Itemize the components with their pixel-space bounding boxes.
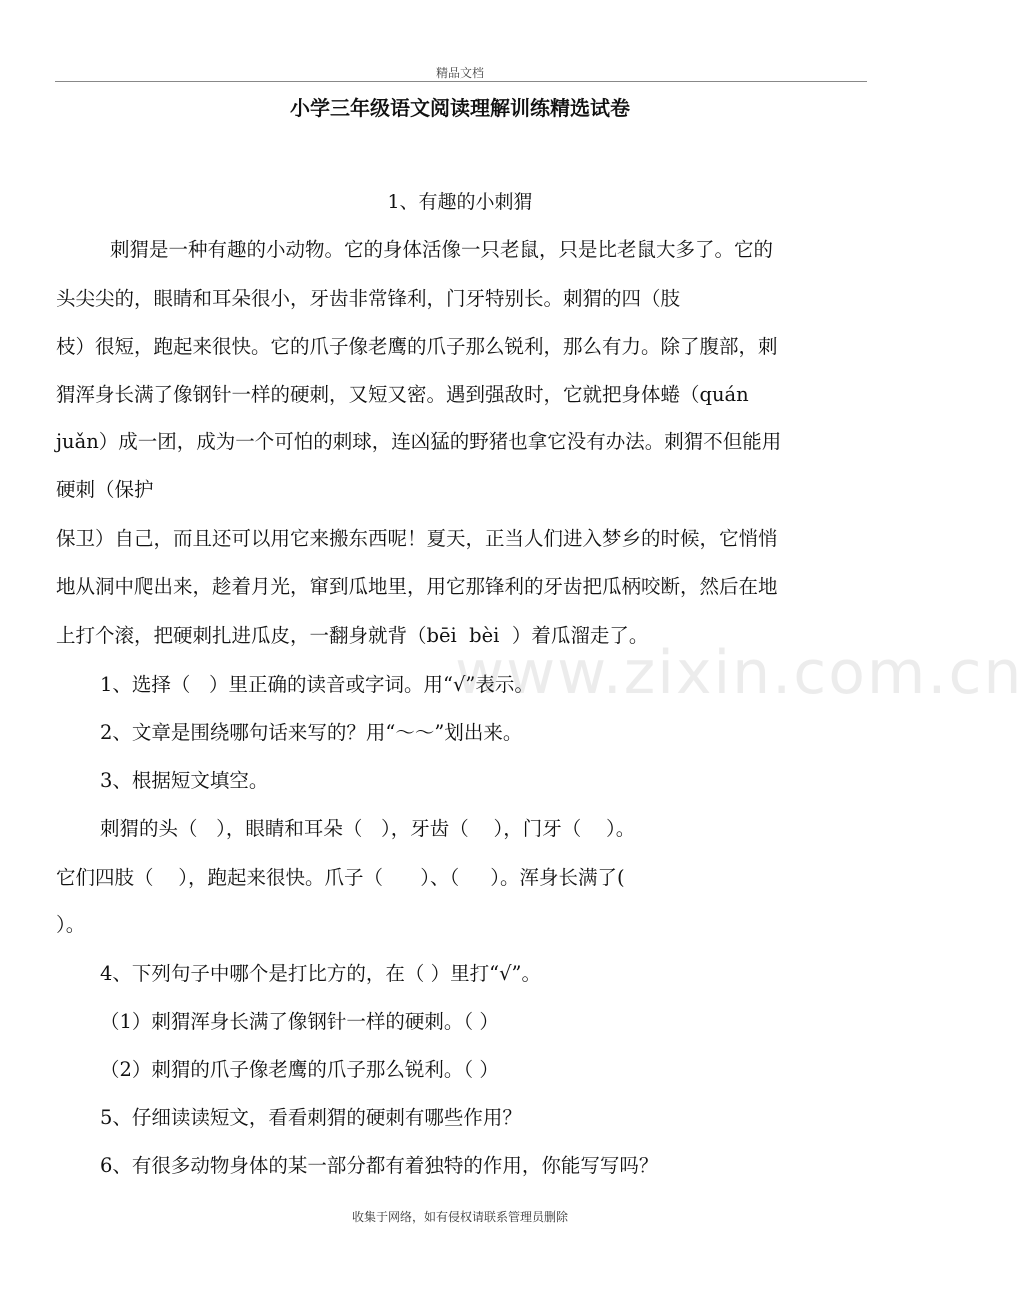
passage-line: 枝）很短，跑起来很快。它的爪子像老鹰的爪子那么锐利，那么有力。除了腹部，刺 [56,335,778,358]
question-4: 4、下列句子中哪个是打比方的，在（ ）里打“√”。 [100,962,541,985]
page-title: 小学三年级语文阅读理解训练精选试卷 [290,96,630,120]
header-divider [55,81,867,82]
passage-line: juǎn）成一团，成为一个可怕的刺球，连凶猛的野猪也拿它没有办法。刺猬不但能用 [56,430,782,453]
passage-line: 地从洞中爬出来，趁着月光，窜到瓜地里，用它那锋利的牙齿把瓜柄咬断，然后在地 [56,575,778,598]
passage-line: 硬刺（保护 [56,478,154,501]
question-3: 3、根据短文填空。 [100,769,269,792]
passage-line: 猬浑身长满了像钢针一样的硬刺，又短又密。遇到强敌时，它就把身体蜷（quán [56,383,749,406]
passage-line: 头尖尖的，眼睛和耳朵很小，牙齿非常锋利，门牙特别长。刺猬的四（肢 [56,287,681,310]
question-4-option: （1）刺猬浑身长满了像钢针一样的硬刺。（ ） [100,1010,499,1033]
passage-line: 保卫）自己，而且还可以用它来搬东西呢！夏天，正当人们进入梦乡的时候，它悄悄 [56,527,778,550]
page-header: 精品文档 [435,66,484,80]
passage-line: 刺猬是一种有趣的小动物。它的身体活像一只老鼠，只是比老鼠大多了。它的 [110,238,774,261]
question-2: 2、文章是围绕哪句话来写的？用“～～”划出来。 [100,721,523,744]
fill-blank-line: 它们四肢（ ），跑起来很快。爪子（ ）、（ ）。浑身长满了( [56,866,625,889]
fill-blank-line: 刺猬的头（ ），眼睛和耳朵（ ），牙齿（ ），门牙（ ）。 [100,817,636,840]
passage-line: 上打个滚，把硬刺扎进瓜皮，一翻身就背（bēi bèi ）着瓜溜走了。 [56,624,649,647]
page-footer: 收集于网络，如有侵权请联系管理员删除 [351,1210,568,1224]
question-1: 1、选择（ ）里正确的读音或字词。用“√”表示。 [100,673,534,696]
question-5: 5、仔细读读短文，看看刺猬的硬刺有哪些作用？ [100,1106,522,1129]
question-4-option: （2）刺猬的爪子像老鹰的爪子那么锐利。（ ） [100,1058,499,1081]
fill-blank-line: ）。 [56,913,86,936]
watermark: www.zixin.com.cn [455,638,1023,708]
question-6: 6、有很多动物身体的某一部分都有着独特的作用，你能写写吗？ [100,1154,659,1177]
passage-title: 1、有趣的小刺猬 [387,191,533,213]
